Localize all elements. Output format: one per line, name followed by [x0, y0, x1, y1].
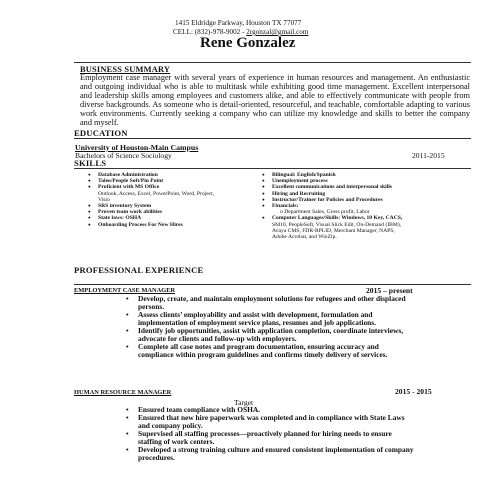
skill-item: ● Taleo/People Soft/Pin Point — [88, 178, 263, 184]
email-link[interactable]: 2rgonzal@gmail.com — [246, 28, 309, 36]
education-years: 2011-2015 — [412, 151, 445, 160]
job-bullet: • Ensured that new hire paperwork was completed and in compliance with State Laws and company policy. — [126, 414, 416, 430]
skill-detail: Avaya CMS, FDR-RPLID, Merchant Manager, NAPS, — [272, 227, 395, 234]
skill-detail: Adobe Acrobat, and WinZip. — [272, 234, 337, 241]
job-bullet: • Complete all case notes and program documentation, ensuring accuracy and compliance within program guidelines and confirms timely delivery of services. — [126, 343, 416, 359]
cell-phone: CELL: (832)-978-9002 - — [173, 28, 247, 36]
skill-detail: o Department Sales, Gross profit, Labor — [280, 209, 370, 216]
skill-detail: Outlook, Access, Excel, PowerPoint, Word, Project, — [98, 190, 215, 197]
education-heading: EDUCATION — [74, 128, 128, 138]
experience-heading: PROFESSIONAL EXPERIENCE — [74, 265, 204, 275]
skill-detail: Visio — [98, 196, 110, 203]
skill-item: ● Hiring and Recruiting — [262, 191, 477, 197]
job-dates: 2015 – present — [366, 286, 413, 295]
job-bullets — [126, 295, 416, 359]
skill-item: ● SRS inventory System — [88, 203, 263, 209]
job-bullet: • Develop, create, and maintain employment solutions for refugees and other displaced persons. — [126, 295, 416, 311]
divider — [74, 62, 471, 63]
job-dates: 2015 - 2015 — [395, 387, 432, 396]
candidate-name: Rene Gonzalez — [200, 35, 296, 51]
job-bullet: • Developed a strong training culture and ensured consistent implementation of company procedures. — [126, 446, 416, 462]
skill-item: ● Database Administration — [88, 172, 263, 178]
job-title: HUMAN RESOURCE MANAGER — [74, 389, 172, 396]
skills-left-column — [88, 172, 263, 228]
skill-item: ● State laws: OSHA — [88, 215, 263, 221]
address: 1415 Eldridge Parkway, Houston TX 77077 — [175, 19, 302, 27]
company-name: Target — [234, 398, 254, 407]
skill-item: ● Proficient with MS Office — [88, 184, 263, 190]
skills-heading: SKILLS — [74, 158, 107, 168]
skills-right-column — [262, 172, 477, 240]
skill-item: ● Instructor/Trainer for Policies and Procedures — [262, 197, 477, 203]
summary-heading: BUSINESS SUMMARY — [80, 65, 171, 74]
skill-item: ● Excellent communications and interpersonal skills — [262, 184, 477, 190]
skill-item: ● Financials: — [262, 203, 477, 209]
skill-item: ● Computer Languages/Skills: Windows, 10 Key, CACS, — [262, 215, 477, 221]
job-bullet: • Supervised all staffing processes—proactively planned for hiring needs to ensure staffing of work centers. — [126, 430, 416, 446]
skill-item: ● Onboarding Process For New Hires — [88, 222, 263, 228]
school-name: University of Houston-Main Campus — [75, 143, 199, 152]
job-title: EMPLOYMENT CASE MANAGER — [74, 287, 176, 294]
divider — [74, 138, 471, 139]
divider — [74, 168, 471, 169]
degree: Bachelors of Science Sociology — [75, 151, 172, 160]
job-bullet: • Assess clients’ employability and assist with development, formulation and implementation of employment service plans, resumes and job applications. — [126, 311, 416, 327]
skill-detail: SM10, PeopleSoft, Visual Slick Edit, On-Demand (IBM), — [272, 221, 402, 228]
job-bullets — [126, 406, 416, 462]
skill-item: ● Bilingual: English/Spanish — [262, 172, 477, 178]
job-bullet: • Ensured team compliance with OSHA. — [126, 406, 416, 414]
divider — [74, 284, 471, 285]
skill-item: ● Proven team work abilities — [88, 209, 263, 215]
summary-text: Employment case manager with several years of experience in human resources and management. An enthusiastic and outgoing individual who is able to multitask while exhibiting good time management. Excellent interpersonal and leadership skills among employees and customers alike, and able to effectively communicate with people from diverse backgrounds. As someone who is detail-oriented, resourceful, and teachable, comfortable adapting to various work environments. Currently seeking a company who can utilize my knowledge and skills to better the company and myself. — [80, 73, 470, 128]
skill-item: ● Unemployment process — [262, 178, 477, 184]
job-bullet: • Identify job opportunities, assist with application completion, coordinate interviews, advocate for clients and follow-up with employers. — [126, 327, 416, 343]
